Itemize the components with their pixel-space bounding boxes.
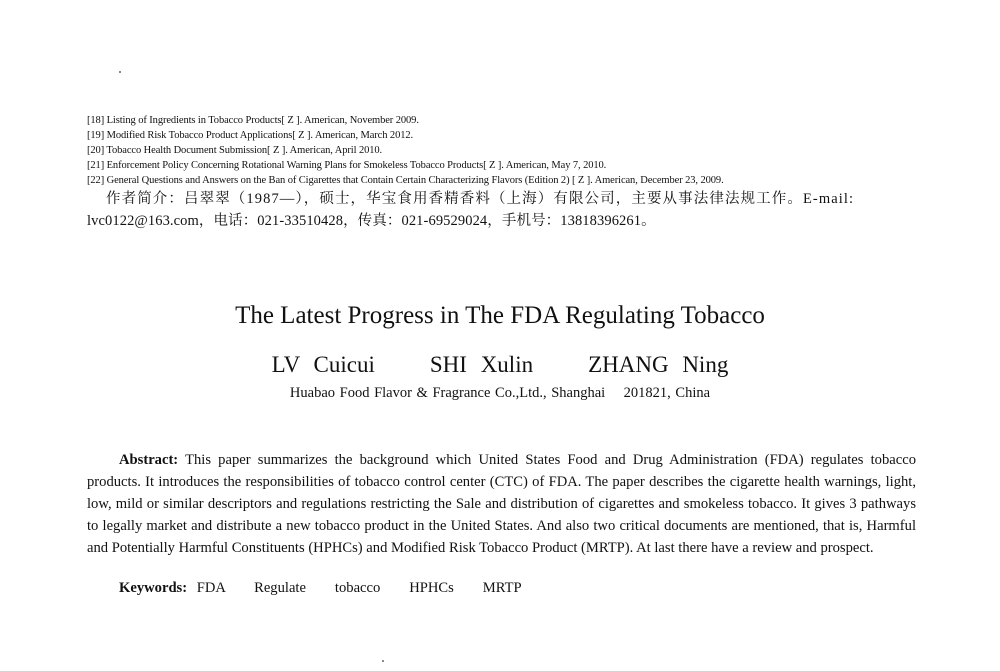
reference-item: [22] General Questions and Answers on the Ban of Cigarettes that Contain Certain Characterizing Flavors (Edition 2) [ Z ]. American, December 23, 2009.: [87, 175, 724, 186]
scan-speck: [382, 660, 384, 662]
abstract-paragraph: [87, 449, 916, 559]
reference-item: [19] Modified Risk Tobacco Product Applications[ Z ]. American, March 2012.: [87, 130, 414, 141]
abstract: [87, 449, 916, 559]
reference-item: [21] Enforcement Policy Concerning Rotational Warning Plans for Smokeless Tobacco Products[ Z ]. American, May 7, 2010.: [87, 160, 607, 171]
abstract-label: Abstract:: [119, 452, 179, 468]
affiliation: Huabao Food Flavor & Fragrance Co.,Ltd., Shanghai 201821, China: [289, 385, 711, 401]
scan-speck: [119, 71, 121, 73]
keywords-text: FDA Regulate tobacco HPHCs MRTP: [196, 580, 522, 596]
abstract-text: This paper summarizes the background which United States Food and Drug Administration (FDA) regulates tobacco products. It introduces the responsibilities of tobacco control center (CTC) of FDA. The paper describes the cigarette health warnings, light, low, mild or similar descriptors and regulations restricting the Sale and distribution of cigarettes and smokeless tobacco. It gives 3 pathways to legally market and distribute a new tobacco product in the United States. And also two critical documents are mentioned, that is, Harmful and Potentially Harmful Constituents (HPHCs) and Modified Risk Tobacco Product (MRTP). At last there have a review and prospect.: [87, 452, 916, 556]
keywords: [119, 580, 522, 597]
reference-list: [87, 113, 947, 188]
author-bio: [87, 188, 917, 232]
author-list: LV Cuicui SHI Xulin ZHANG Ning: [271, 352, 729, 377]
author-bio-line: lvc0122@163.com，电话：021-33510428，传真：021-69529024，手机号：13818396261。: [87, 213, 656, 229]
keywords-label: Keywords:: [119, 580, 188, 596]
paper-title: The Latest Progress in The FDA Regulating Tobacco: [235, 302, 765, 329]
author-bio-line: 作者简介：吕翠翠（1987—），硕士，华宝食用香精香料（上海）有限公司，主要从事法律法规工作。E-mail:: [106, 191, 855, 207]
reference-item: [18] Listing of Ingredients in Tobacco Products[ Z ]. American, November 2009.: [87, 115, 419, 126]
reference-item: [20] Tobacco Health Document Submission[ Z ]. American, April 2010.: [87, 145, 383, 156]
